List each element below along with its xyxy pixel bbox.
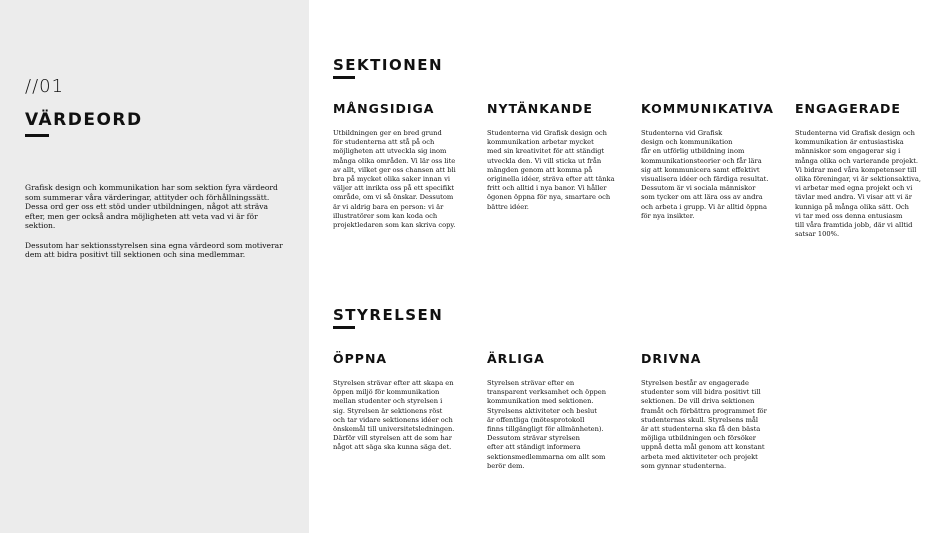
value-title: ÖPPNA bbox=[333, 351, 388, 366]
value-description: Styrelsen består av engagerade studenter som vill bidra positivt till sektionen. De vill driva sektionen framåt och förbättra programmet för studenternas skull. Styrelsens mål är att studenterna ska få den bästa möjliga utbildningen och försöker uppnå detta mål genom att konstant arbeta med aktiviteter och projekt som gynnar studenterna. bbox=[641, 379, 767, 470]
value-title: MÅNGSIDIGA bbox=[333, 101, 435, 116]
section-underline bbox=[333, 76, 355, 79]
value-column-nytankande bbox=[487, 101, 619, 212]
value-description: Studenterna vid Grafisk design och kommunikation arbetar mycket med sin kreativitet för att ständigt utveckla den. Vi vill sticka ut från mängden genom att komma på originella idéer, sträva efter att tänka fritt och alltid i nya banor. Vi håller ögonen öppna för nya, smartare och bättre idéer. bbox=[487, 129, 615, 211]
value-title: DRIVNA bbox=[641, 351, 702, 366]
value-column-mangsidiga bbox=[333, 101, 465, 230]
value-title: NYTÄNKANDE bbox=[487, 101, 593, 116]
title-underline bbox=[25, 134, 49, 137]
value-description: Styrelsen strävar efter en transparent verksamhet och öppen kommunikation med sektionen. Styrelsens aktiviteter och beslut är offentliga (mötesprotokoll finns tillgängligt för allmänheten). Dessutom strävar styrelsen efter att ständigt informera sektionsmedlemmarna om allt som berör dem. bbox=[487, 379, 607, 470]
section-underline bbox=[333, 326, 355, 329]
intro-text bbox=[25, 183, 287, 269]
value-column-arliga bbox=[487, 351, 619, 471]
value-description: Studenterna vid Grafisk design och kommunikation får en utförlig utbildning inom kommunikationsteorier och får lära sig att kommunicera samt effektivt visualisera idéer och färdiga resultat. Dessutom är vi sociala människor som tycker om att lära oss av andra och arbeta i grupp. Vi är alltid öppna för nya insikter. bbox=[641, 129, 769, 220]
value-description: Studenterna vid Grafisk design och kommunikation är entusiastiska människor som engagerar sig i många olika och varierande projekt. Vi bidrar med våra kompetenser till olika föreningar, vi är sektionsaktiva, vi arbetar med egna projekt och vi tävlar med andra. Vi visar att vi är kunniga på många olika sätt. Och vi tar med oss denna entusiasm till våra framtida jobb, där vi alltid satsar 100%. bbox=[795, 129, 921, 239]
intro-paragraph: Dessutom har sektionsstyrelsen sina egna värdeord som motiverar dem att bidra positivt till sektionen och sina medlemmar. bbox=[25, 240, 283, 260]
value-title: ENGAGERADE bbox=[795, 101, 901, 116]
value-title: ÄRLIGA bbox=[487, 351, 545, 366]
chapter-number: //01 bbox=[25, 76, 65, 97]
value-column-engagerade bbox=[795, 101, 927, 239]
section-heading-styrelsen: STYRELSEN bbox=[333, 306, 444, 324]
value-title: KOMMUNIKATIVA bbox=[641, 101, 774, 116]
value-column-drivna bbox=[641, 351, 773, 471]
section-heading-sektionen: SEKTIONEN bbox=[333, 56, 444, 74]
value-description: Utbildningen ger en bred grund för studenterna att stå på och möjligheten att utveckla sig inom många olika områden. Vi lär oss lite av allt, vilket ger oss chansen att bli bra på mycket olika saker innan vi väljer att inrikta oss på ett specifikt område, om vi så önskar. Dessutom är vi aldrig bara en person: vi är illustratörer som kan koda och projektledaren som kan skriva copy. bbox=[333, 129, 456, 230]
value-description: Styrelsen strävar efter att skapa en öppen miljö för kommunikation mellan studenter och styrelsen i sig. Styrelsen är sektionens röst och tar vidare sektionens idéer och önskemål till universitetsledningen. Därför vill styrelsen att de som har något att säga ska kunna säga det. bbox=[333, 379, 455, 452]
intro-paragraph: Grafisk design och kommunikation har som sektion fyra värdeord som summerar våra värderingar, attityder och förhållningssätt. Dessa ord ger oss ett stöd under utbildningen, något att sträva efter, men ger också andra möjligheten att veta vad vi är för sektion. bbox=[25, 183, 278, 231]
chapter-title: VÄRDEORD bbox=[25, 110, 143, 130]
value-column-oppna bbox=[333, 351, 465, 453]
sidebar-panel bbox=[0, 0, 309, 533]
value-column-kommunikativa bbox=[641, 101, 773, 221]
